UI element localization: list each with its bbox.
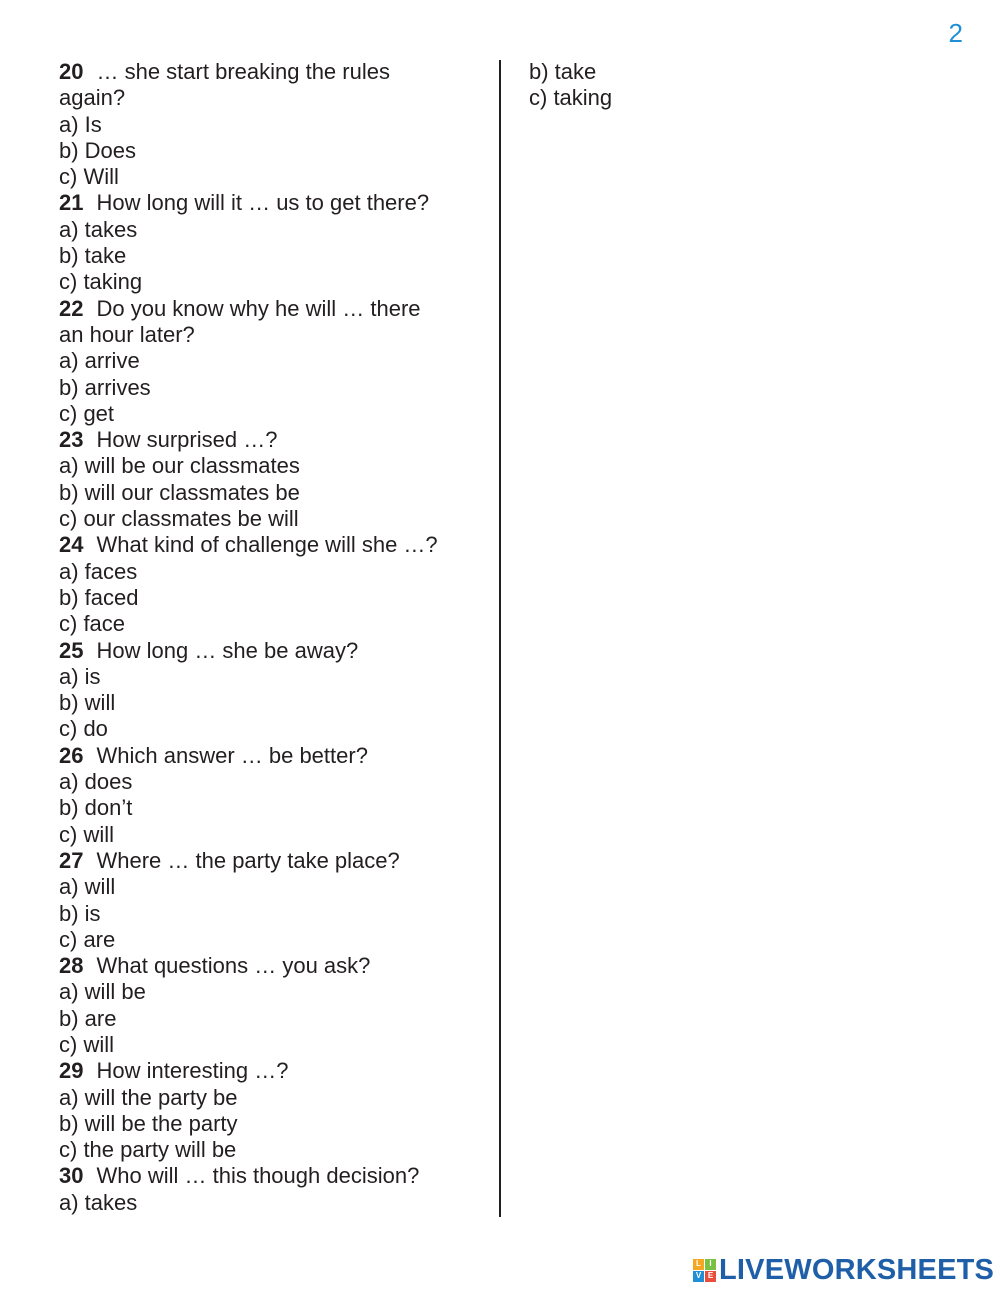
question-text: How surprised …? — [96, 427, 278, 453]
question-text: How interesting …? — [96, 1058, 289, 1084]
logo-mark-letter: V — [693, 1271, 704, 1282]
question-line — [59, 1058, 479, 1084]
question-text: Which answer … be better? — [96, 742, 368, 768]
question-item — [59, 1163, 479, 1216]
answer-option: c) taking — [59, 269, 143, 295]
question-number: 20 — [59, 59, 84, 84]
answer-option: a) takes — [59, 1189, 138, 1215]
question-line — [59, 532, 479, 558]
answer-option: a) is — [59, 663, 101, 689]
question-number: 26 — [59, 742, 84, 768]
question-number: 25 — [59, 637, 84, 663]
question-item — [59, 638, 479, 743]
question-item — [59, 532, 479, 637]
question-item — [59, 953, 479, 1058]
answer-option: a) will be — [59, 979, 146, 1005]
answer-option: a) will the party be — [59, 1084, 238, 1110]
answer-option: c) get — [59, 400, 115, 426]
question-item — [59, 743, 479, 848]
page-number: 2 — [948, 18, 963, 48]
question-item — [59, 1058, 479, 1163]
answer-option: a) arrive — [59, 348, 140, 374]
question-text: … she start breaking the rules — [96, 59, 390, 84]
liveworksheets-logo-icon — [693, 1259, 716, 1282]
question-text: Where … the party take place? — [96, 847, 400, 873]
answer-option: a) faces — [59, 558, 138, 584]
question-item — [59, 296, 479, 427]
answer-option: a) Is — [59, 111, 102, 137]
answer-option: a) will be our classmates — [59, 453, 300, 479]
question-line — [59, 427, 479, 453]
question-line — [59, 638, 479, 664]
column-divider — [499, 60, 501, 1217]
answer-option: a) takes — [59, 216, 138, 242]
answer-option: c) will — [59, 1031, 114, 1057]
answer-option: c) our classmates be will — [59, 506, 299, 532]
question-number: 24 — [59, 532, 84, 558]
question-text-continued: an hour later? — [59, 321, 195, 347]
answer-option: c) Will — [59, 164, 119, 190]
question-line — [59, 743, 479, 769]
answer-option: c) will — [59, 821, 114, 847]
question-line — [59, 59, 479, 85]
question-text: What questions … you ask? — [96, 953, 371, 979]
answer-option: c) do — [59, 716, 108, 742]
question-item — [59, 848, 479, 953]
answer-option: a) will — [59, 874, 116, 900]
answer-option: b) will — [59, 690, 116, 716]
logo-mark-letter: L — [693, 1259, 704, 1270]
logo-text: LIVEWORKSHEETS — [719, 1253, 995, 1286]
answer-option: a) does — [59, 769, 133, 795]
question-text: How long … she be away? — [96, 637, 359, 663]
logo-mark-letter: E — [705, 1271, 716, 1282]
questions-right-column — [529, 59, 949, 112]
question-item — [59, 59, 479, 190]
questions-left-column — [59, 59, 479, 1216]
question-number: 27 — [59, 847, 84, 873]
question-number: 21 — [59, 190, 84, 216]
answer-option: c) taking — [529, 85, 613, 111]
question-number: 29 — [59, 1058, 84, 1084]
question-line — [59, 296, 479, 322]
answer-option: b) take — [529, 59, 597, 84]
question-number: 30 — [59, 1163, 84, 1189]
logo-mark-letter: I — [705, 1259, 716, 1270]
answer-option: c) the party will be — [59, 1137, 237, 1163]
question-line — [59, 1163, 479, 1189]
question-number: 23 — [59, 427, 84, 453]
answer-option: b) arrives — [59, 374, 151, 400]
answer-option: c) are — [59, 926, 116, 952]
answer-option: b) take — [59, 243, 127, 269]
question-item — [59, 427, 479, 532]
liveworksheets-logo — [693, 1253, 994, 1287]
question-text: How long will it … us to get there? — [96, 190, 430, 216]
answer-option: b) don’t — [59, 795, 133, 821]
question-text-continued: again? — [59, 85, 126, 111]
answer-option: b) are — [59, 1005, 117, 1031]
question-line — [59, 848, 479, 874]
question-text: Who will … this though decision? — [96, 1163, 420, 1189]
question-item — [59, 190, 479, 295]
answer-option: b) will be the party — [59, 1110, 238, 1136]
answer-option: b) Does — [59, 137, 137, 163]
question-number: 22 — [59, 295, 84, 321]
answer-option: c) face — [59, 611, 126, 637]
question-line — [59, 190, 479, 216]
question-number: 28 — [59, 953, 84, 979]
answer-option: b) will our classmates be — [59, 479, 300, 505]
answer-option: b) is — [59, 900, 101, 926]
answer-option: b) faced — [59, 584, 139, 610]
question-text: What kind of challenge will she …? — [96, 532, 438, 558]
question-line — [59, 953, 479, 979]
question-text: Do you know why he will … there — [96, 295, 421, 321]
